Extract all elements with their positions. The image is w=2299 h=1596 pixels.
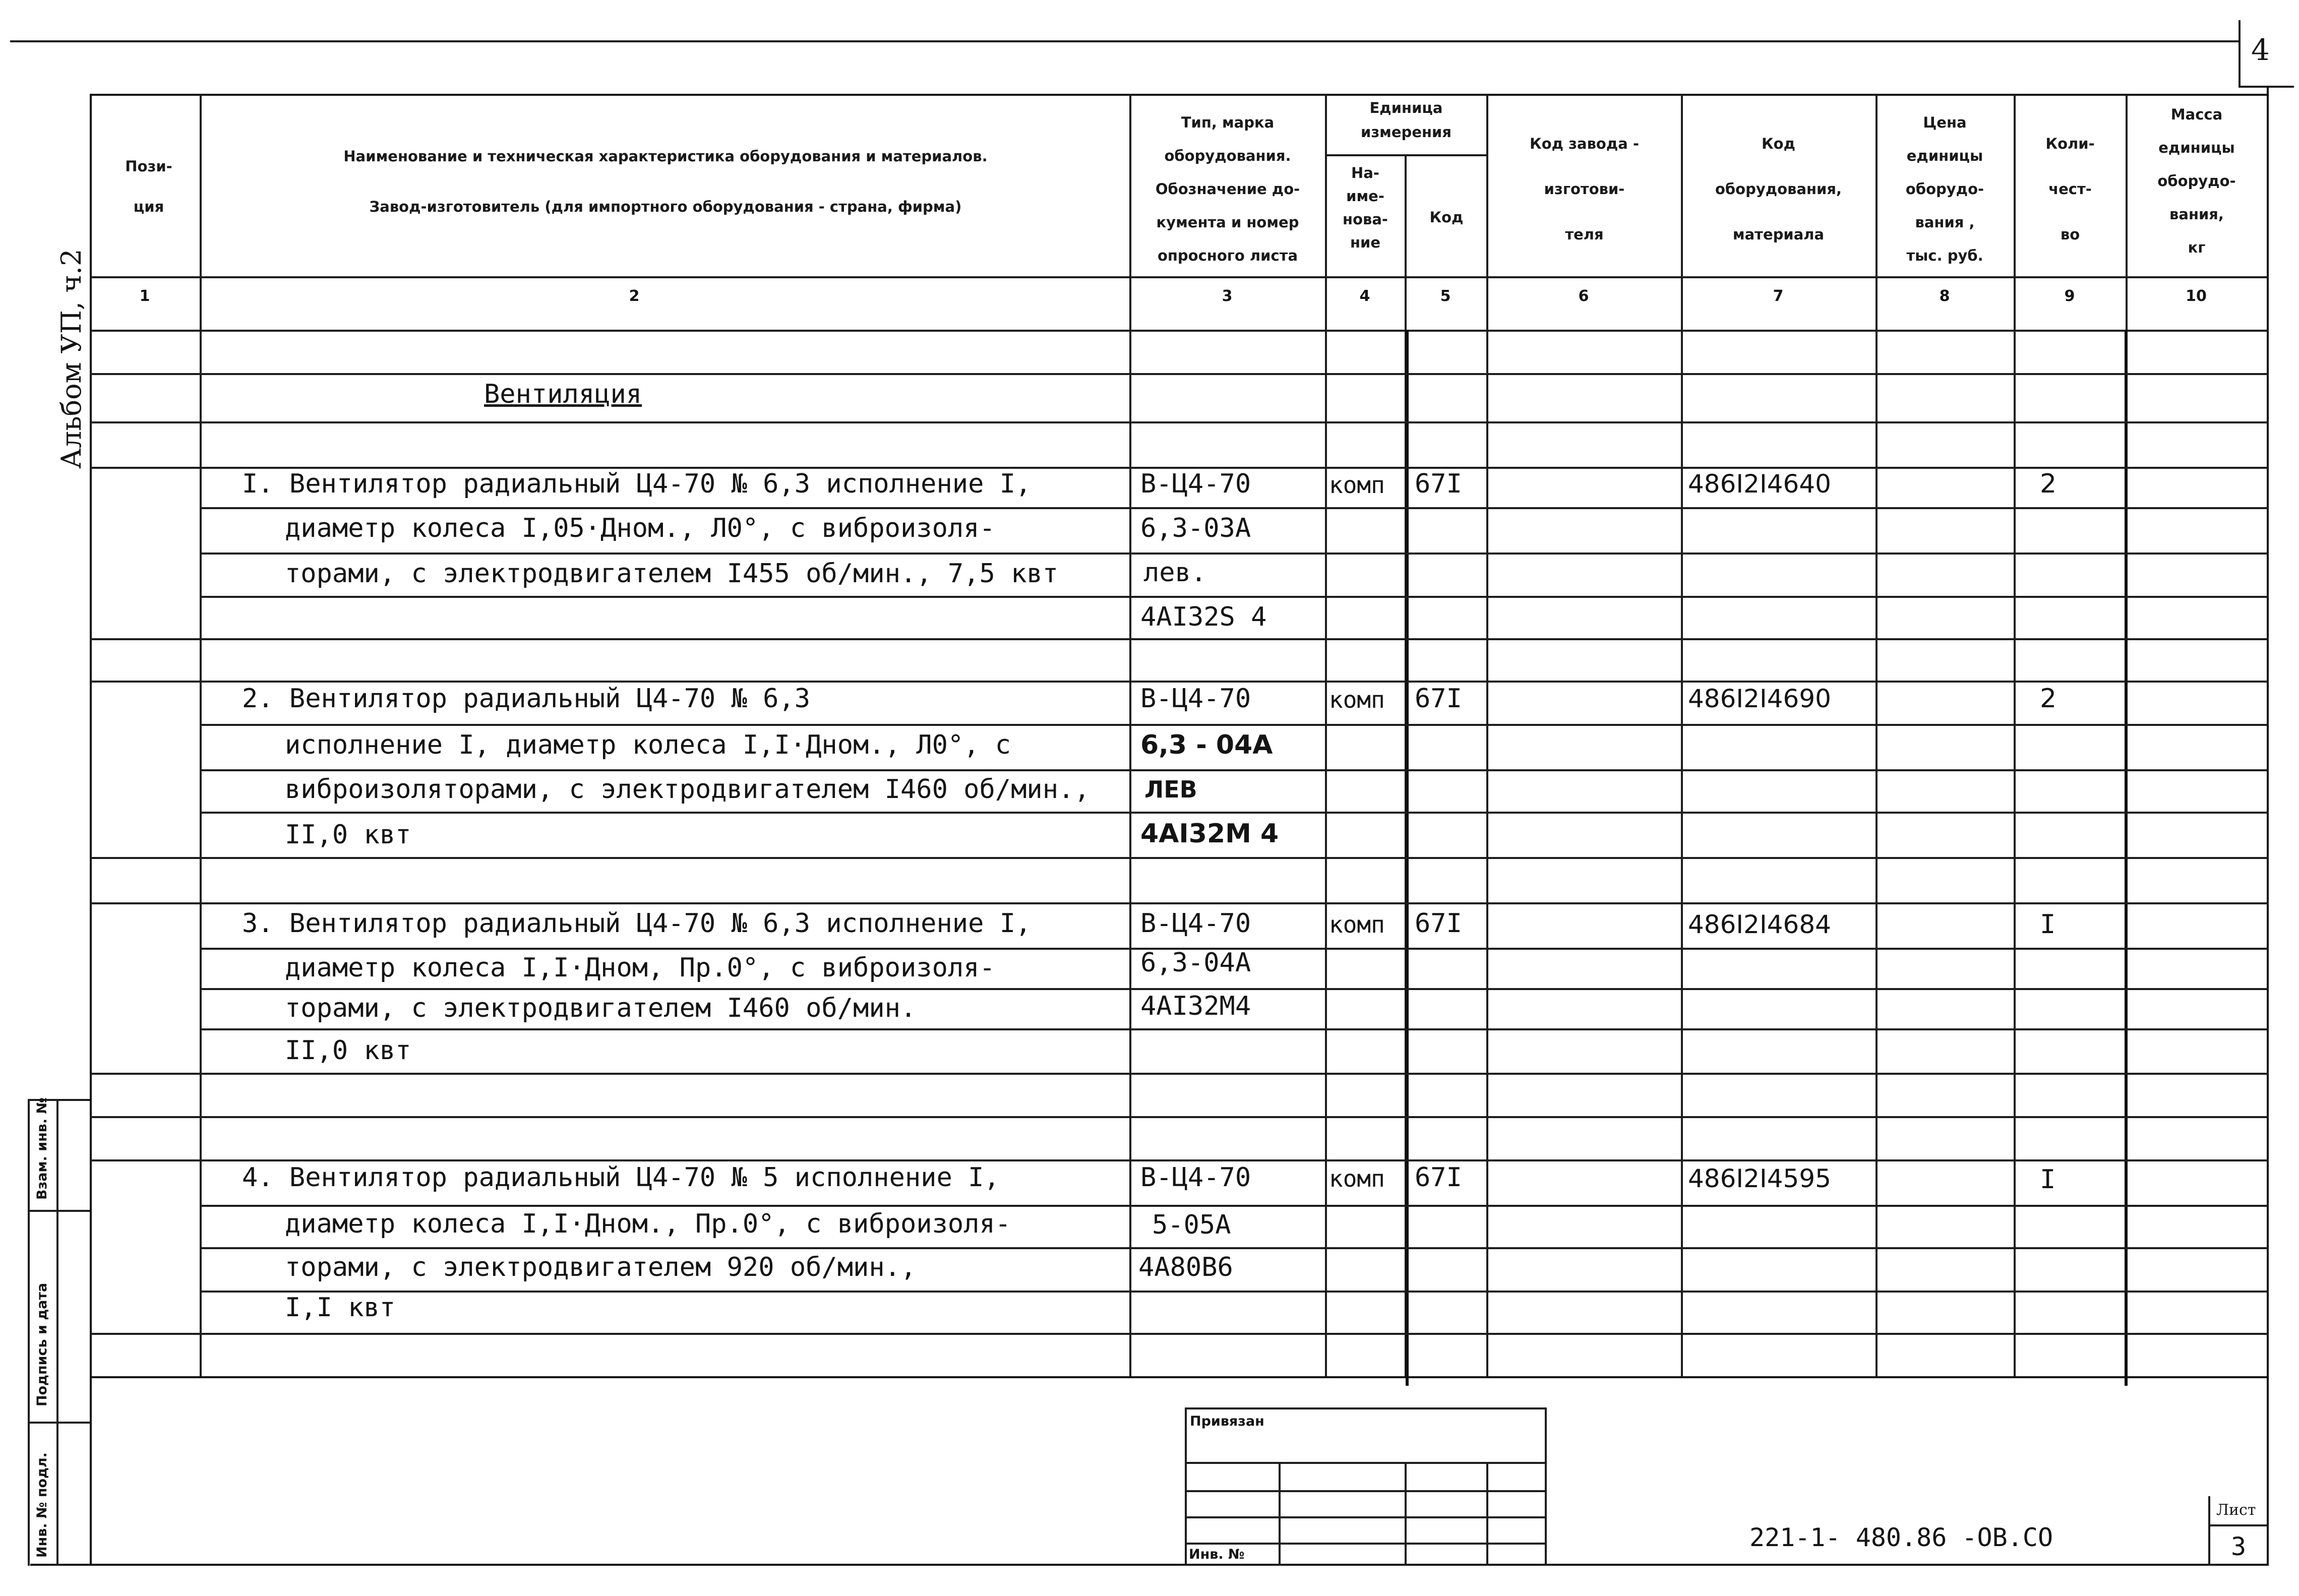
item-3-line-4: II,0 квт — [285, 1035, 411, 1066]
item-2-unit-code: 67I — [1415, 684, 1462, 714]
document-code: 221-1- 480.86 -ОВ.СО — [1749, 1523, 2053, 1552]
item-4-qty: I — [2040, 1164, 2056, 1195]
item-2-line-3: виброизоляторами, с электродвигателем I460 об/мин., — [285, 774, 1090, 805]
col3-header: Тип, марка оборудования. Обозначение до- кумента и номер опросного листа — [1155, 114, 1300, 264]
album-title: Альбом УП, ч.2 — [55, 249, 87, 469]
item-2-line-4: II,0 квт — [285, 820, 411, 850]
item-3-unit-code: 67I — [1415, 908, 1462, 939]
bound-title: Привязан — [1190, 1414, 1264, 1429]
colnum-5: 5 — [1440, 287, 1451, 305]
item-2-type-3: ЛЕВ — [1144, 776, 1197, 803]
col1-header: Пози- ция — [125, 158, 172, 215]
item-3-line-1: 3. Вентилятор радиальный Ц4-70 № 6,3 исполнение I, — [242, 908, 1032, 939]
sheet-corner-number: 4 — [2251, 33, 2270, 67]
sheet-number: 3 — [2231, 1532, 2247, 1561]
item-1-type-1: В-Ц4-70 — [1140, 469, 1251, 499]
item-4-line-1: 4. Вентилятор радиальный Ц4-70 № 5 исполнение I, — [242, 1162, 1000, 1193]
item-2-unit: комп — [1329, 686, 1385, 713]
item-1-line-3: торами, с электродвигателем I455 об/мин., 7,5 квт — [285, 559, 1059, 589]
item-2-line-1: 2. Вентилятор радиальный Ц4-70 № 6,3 — [242, 684, 811, 714]
colnum-8: 8 — [1939, 287, 1950, 305]
item-4-line-2: диаметр колеса I,I·Дном., Пр.0°, с виброизоля- — [285, 1209, 1011, 1239]
col6-header: Код завода - изготови- теля — [1530, 135, 1639, 243]
col10-header: Масса единицы оборудо- вания, кг — [2157, 106, 2236, 256]
col5-header: Код — [1429, 209, 1464, 226]
col7-header: Код оборудования, материала — [1715, 135, 1842, 243]
item-4-unit: комп — [1329, 1165, 1385, 1192]
item-1-type-3: лев. — [1143, 558, 1207, 588]
item-3-type-3: 4АI32М4 — [1140, 991, 1251, 1021]
unit-group-header: Единица измерения — [1361, 99, 1451, 141]
item-3-type-1: В-Ц4-70 — [1140, 908, 1251, 939]
colnum-10: 10 — [2186, 287, 2207, 305]
sheet-label: Лист — [2216, 1501, 2256, 1519]
item-3-type-2: 6,3-04А — [1140, 948, 1251, 978]
item-2-type-2: 6,3 - 04А — [1140, 730, 1273, 760]
item-4-unit-code: 67I — [1415, 1162, 1462, 1193]
item-4-type-3: 4А80В6 — [1138, 1252, 1233, 1282]
side-stamp-inv-orig: Инв. № подл. — [34, 1452, 50, 1558]
side-stamp-vzam: Взам. инв. № — [34, 1097, 50, 1200]
item-3-equipment-code: 486I2I4684 — [1688, 910, 1831, 939]
section-title: Вентиляция — [484, 379, 642, 409]
item-1-unit: комп — [1329, 471, 1385, 499]
item-1-type-4: 4АI32S 4 — [1140, 602, 1267, 632]
item-2-qty: 2 — [2040, 684, 2057, 714]
item-4-equipment-code: 486I2I4595 — [1688, 1164, 1831, 1193]
item-3-line-3: торами, с электродвигателем I460 об/мин. — [285, 993, 917, 1023]
item-1-type-2: 6,3-03А — [1140, 513, 1251, 543]
item-4-line-4: I,I квт — [285, 1293, 396, 1323]
item-2-equipment-code: 486I2I4690 — [1688, 684, 1831, 713]
side-stamp-sign-date: Подпись и дата — [34, 1282, 50, 1406]
item-3-unit: комп — [1329, 911, 1385, 938]
item-1-line-1: I. Вентилятор радиальный Ц4-70 № 6,3 исполнение I, — [242, 469, 1032, 499]
item-3-qty: I — [2040, 909, 2056, 940]
item-4-line-3: торами, с электродвигателем 920 об/мин., — [285, 1252, 917, 1282]
colnum-1: 1 — [139, 287, 150, 305]
item-2-line-2: исполнение I, диаметр колеса I,I·Дном., Л0°, с — [285, 730, 1011, 760]
item-4-type-1: В-Ц4-70 — [1140, 1162, 1251, 1193]
bound-inv: Инв. № — [1189, 1547, 1245, 1562]
colnum-9: 9 — [2064, 287, 2075, 305]
item-2-type-4: 4АI32М 4 — [1140, 819, 1279, 849]
col4-header: На- име- нова- ние — [1343, 164, 1388, 251]
colnum-2: 2 — [629, 287, 640, 305]
colnum-3: 3 — [1222, 287, 1233, 305]
col8-header: Цена единицы оборудо- вания , тыс. руб. — [1905, 114, 1984, 264]
col2-header: Наименование и техническая характеристика оборудования и материалов. Завод-изготовитель (для импортного оборудования - страна, фирма) — [343, 148, 988, 215]
item-1-line-2: диаметр колеса I,05·Дном., Л0°, с виброизоля- — [285, 513, 995, 543]
colnum-4: 4 — [1359, 287, 1370, 305]
colnum-7: 7 — [1773, 287, 1784, 305]
item-1-equipment-code: 486I2I4640 — [1688, 469, 1831, 499]
item-1-qty: 2 — [2040, 469, 2057, 499]
colnum-6: 6 — [1578, 287, 1589, 305]
item-2-type-1: В-Ц4-70 — [1140, 684, 1251, 714]
item-4-type-2: 5-05А — [1152, 1210, 1231, 1240]
col9-header: Коли- чест- во — [2045, 135, 2095, 243]
item-3-line-2: диаметр колеса I,I·Дном, Пр.0°, с виброизоля- — [285, 953, 995, 983]
item-1-unit-code: 67I — [1415, 469, 1462, 499]
